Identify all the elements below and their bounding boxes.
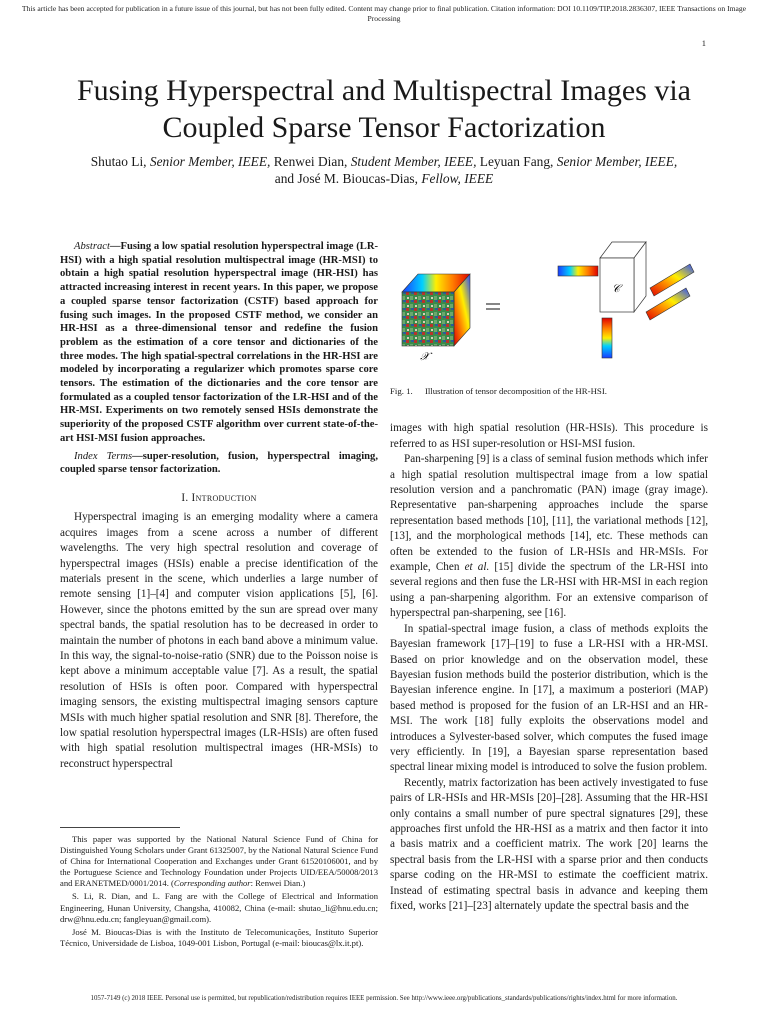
tensor-x-label: 𝒳 xyxy=(420,351,430,363)
copyright-footer: 1057-7149 (c) 2018 IEEE. Personal use is permitted, but republication/redistribution requires IEEE permission. See http://www.ieee.org/publications_standards/publications/rights/index.html for more information. xyxy=(90,995,678,1002)
author-name: Renwei Dian, xyxy=(273,154,348,169)
author-list xyxy=(40,153,728,187)
footnote-funding: This paper was supported by the National Natural Science Fund of China for Distinguished Young Scholars under Grant 61325007, by the National Natural Science Fund of China for International Cooperation and Exchanges under Grant 61520106001, and by the Portuguese Science and Technology Foundation under Projects UID/EEA/50008/2013 and ERANETMED/0001/2014. (Corresponding author: Renwei Dian.) xyxy=(60,834,378,889)
intro-paragraph-continued: images with high spatial resolution (HR-HSIs). This procedure is referred to as HSI super-resolution or HSI-MSI fusion. xyxy=(390,422,708,450)
author-name: and José M. Bioucas-Dias, xyxy=(274,171,418,186)
author-name: Leyuan Fang, xyxy=(479,154,554,169)
author-name: Shutao Li, xyxy=(90,154,147,169)
intro-paragraph-bayesian: In spatial-spectral image fusion, a class of methods exploits the Bayesian framework [17]–[19] to fuse a LR-HSI with a HR-MSI. Based on prior knowledge and on the observation model, these Bayesian fusion methods build the posterior distribution, which is the Bayesian inference engine. In [17], a maximum a posteriori (MAP) based method is proposed for the fusion of an LR-HSI and an HR-MSI. The work [18] fully exploits the observations model and introduces a Sylvester-based solver, which computes the fused image very efficiently. In [19], a Bayesian sparse representation based spectral linear mixing model is introduced to solve the fusion problem. xyxy=(390,622,708,774)
page-number: 1 xyxy=(701,38,706,48)
footnote-affiliation-2: José M. Bioucas-Dias is with the Instituto de Telecomunicações, Instituto Superior Técnico, Universidade de Lisboa, 1049-001 Lisbon, Portugal (e-mail: bioucas@lx.it.pt). xyxy=(60,926,378,948)
footnote-block xyxy=(60,827,378,951)
figure-caption-text: Illustration of tensor decomposition of the HR-HSI. xyxy=(424,386,607,396)
abstract xyxy=(60,240,378,446)
author-role: Senior Member, IEEE, xyxy=(149,154,271,169)
dictionary-mode-2 xyxy=(602,318,612,358)
dictionary-mode-1 xyxy=(558,266,598,276)
author-role: Fellow, IEEE xyxy=(421,171,494,186)
paper-title: Fusing Hyperspectral and Multispectral Images via Coupled Sparse Tensor Factorization xyxy=(76,74,691,144)
right-column xyxy=(390,236,708,914)
figure-caption xyxy=(390,384,708,399)
left-column xyxy=(60,240,378,772)
intro-paragraph-pan-sharpening: Pan-sharpening [9] is a class of seminal fusion methods which infer a high spatial resolution multispectral image from a low spatial resolution version and a panchromatic (PAN) image (gray image). Representative pan-sharpening approaches include the sparse representation based methods [10], [11], the variational methods [12], [13], and the morphological methods [14], etc. These methods can often be extended to the fusion of LR-HSIs and HR-MSIs. For example, Chen et al. [15] divide the spectrum of the LR-HSI into several regions and then fuse the LR-HSI with HR-MSI in each region using a pan-sharpening algorithm. For an extensive comparison of hyperspectral pan-sharpening, see [16]. xyxy=(390,453,709,620)
author-role: Senior Member, IEEE, xyxy=(556,154,678,169)
index-terms-label: Index Terms xyxy=(74,450,133,462)
footnote-affiliation-1: S. Li, R. Dian, and L. Fang are with the College of Electrical and Information Engineering, Hunan University, Changsha, 410082, China (e-mail: shutao_li@hnu.edu.cn; drw@hnu.edu.cn; fangleyuan@gmail.com). xyxy=(60,891,378,924)
core-tensor xyxy=(600,242,646,312)
index-terms xyxy=(60,450,378,477)
equals-sign xyxy=(486,304,500,309)
author-role: Student Member, IEEE, xyxy=(350,154,477,169)
tensor-diagram xyxy=(390,236,708,376)
intro-paragraph-matrix-factorization: Recently, matrix factorization has been actively investigated to fuse pairs of LR-HSIs and HR-MSIs [20]–[28]. Assuming that the HR-HSI only contains a small number of pure spectral signatures [29], these approaches first unfold the HR-HSI as a matrix and then factor it into a basis matrix and a coefficient matrix. The work [20] learns the spectral basis from the LR-HSI with a sparse prior and then conducts sparse coding on the HR-MSI to estimate the coefficient matrix. Instead of estimating spectral basis in advance and keeping them fixed, works [21]–[23] alternately update the spectral basis and the xyxy=(390,776,708,912)
abstract-text: —Fusing a low spatial resolution hyperspectral image (LR-HSI) with a high spatial resolution multispectral image (HR-MSI) to obtain a high spatial resolution hyperspectral image (HR-HSI) has attracted increasing interest in recent years. In this paper, we propose a coupled sparse tensor factorization (CSTF) based approach for fusing such images. In the proposed CSTF method, we consider an HR-HSI as a three-dimensional tensor and redefine the fusion problem as the estimation of a core tensor and dictionaries of the three modes. The high spatial-spectral correlations in the HR-HSI are modeled by incorporating a regularizer which promotes sparse core tensors. The estimation of the dictionaries and the core tensor are formulated as a coupled tensor factorization of the LR-HSI and of the HR-MSI. Experiments on two remotely sensed HSIs demonstrate the superiority of the proposed CSTF algorithm over current state-of-the-art HSI-MSI fusion approaches. xyxy=(60,241,378,444)
footnote-rule xyxy=(60,827,180,828)
intro-paragraph-1: Hyperspectral imaging is an emerging modality where a camera acquires images from a scene across a number of different wavelengths. The very high spectral resolution and coverage of hyperspectral images (HSIs) enable a precise identification of the materials present in the scene, which underlies a large number of remote sensing [1]–[4] and computer vision applications [5], [6]. However, since the photons emitted by the sun are spread over many spectral bands, the spatial resolution has to be decreased in order to maintain the number of photons in each band above a minimum value. In this way, the signal-to-noise-ratio (SNR) due to the Poisson noise is kept above a minimum acceptable value [7]. As a result, the spatial resolution of HSIs is often poor. Compared with hyperspectral imaging sensors, the existing multispectral imaging sensors capture MSIs with much higher spatial resolution and SNR [8]. Therefore, the low spatial resolution hyperspectral images (LR-HSIs) are often fused with high spatial resolution multispectral images (HR-MSIs) to reconstruct hyperspectral xyxy=(60,511,378,770)
journal-banner: This article has been accepted for publication in a future issue of this journal, but has not been fully edited. Content may change prior to final publication. Citation information: DOI 10.1109/TIP.2018.2836307, IEEE Transactions on Image Processing xyxy=(21,4,747,23)
figure-tensor-decomposition xyxy=(390,236,708,376)
abstract-label: Abstract xyxy=(74,241,110,252)
dictionary-mode-3 xyxy=(646,264,694,320)
tensor-c-label: 𝒞 xyxy=(612,283,621,295)
hr-hsi-cube xyxy=(402,274,470,346)
et-al: et al. xyxy=(464,561,490,574)
section-heading-introduction: I. Introduction xyxy=(181,491,257,504)
index-terms-text: —super-resolution, fusion, hyperspectral imaging, coupled sparse tensor factorization. xyxy=(60,450,378,476)
figure-number: Fig. 1. xyxy=(390,386,413,396)
